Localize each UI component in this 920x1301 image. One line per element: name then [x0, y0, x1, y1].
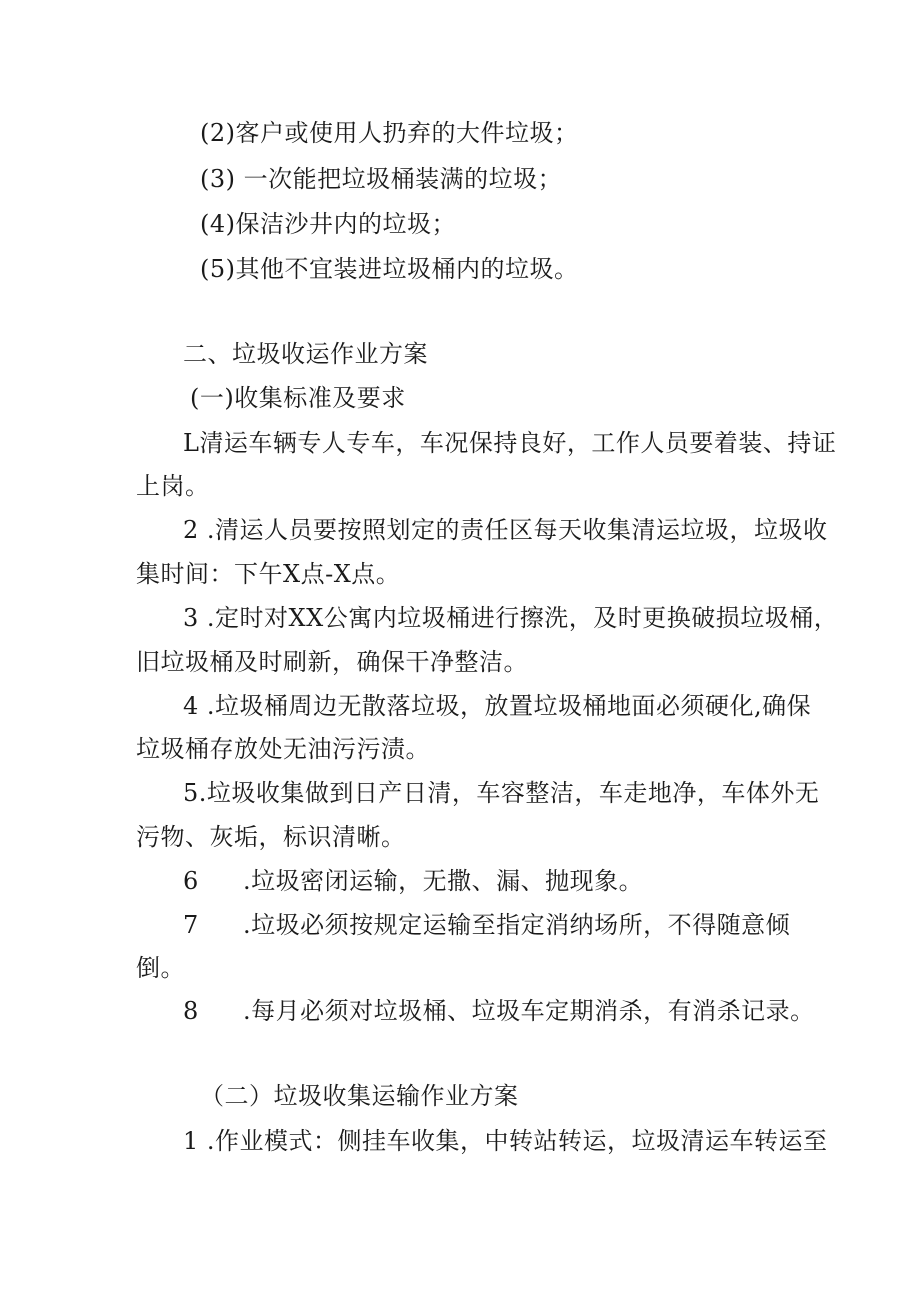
list-item-5: (5)其他不宜装进垃圾桶内的垃圾。	[200, 255, 579, 283]
list-item-3: (3) 一次能把垃圾桶装满的垃圾；	[200, 165, 563, 193]
paragraph-7-line-2: 倒。	[136, 954, 185, 982]
list-item-4: (4)保洁沙井内的垃圾；	[200, 210, 456, 238]
paragraph-7-number: 7	[183, 911, 199, 939]
paragraph-9-line-1: 1 .作业模式：侧挂车收集，中转站转运，垃圾清运车转运至	[183, 1127, 828, 1155]
paragraph-1-line-1: L清运车辆专人专车，车况保持良好，工作人员要着装、持证	[183, 429, 837, 457]
paragraph-2-line-2: 集时间：下午X点-X点。	[136, 560, 401, 588]
paragraph-2-line-1: 2 .清运人员要按照划定的责任区每天收集清运垃圾，垃圾收	[183, 516, 828, 544]
paragraph-3-line-1: 3 .定时对XX公寓内垃圾桶进行擦洗，及时更换破损垃圾桶，	[183, 604, 839, 632]
paragraph-5-line-1: 5.垃圾收集做到日产日清，车容整洁，车走地净，车体外无	[183, 779, 820, 807]
list-item-2: (2)客户或使用人扔弃的大件垃圾；	[200, 119, 579, 147]
paragraph-5-line-2: 污物、灰垢，标识清晰。	[136, 823, 406, 851]
subsection-heading-2: （二）垃圾收集运输作业方案	[200, 1082, 519, 1110]
paragraph-6-number: 6	[183, 867, 199, 895]
paragraph-3-line-2: 旧垃圾桶及时刷新，确保干净整洁。	[136, 648, 528, 676]
paragraph-4-line-1: 4 .垃圾桶周边无散落垃圾，放置垃圾桶地面必须硬化,确保	[183, 692, 812, 720]
section-heading: 二、垃圾收运作业方案	[183, 340, 428, 368]
paragraph-4-line-2: 垃圾桶存放处无油污污渍。	[136, 735, 430, 763]
subsection-heading-1: (一)收集标准及要求	[190, 384, 406, 412]
paragraph-1-line-2: 上岗。	[136, 472, 210, 500]
paragraph-6-text: .垃圾密闭运输，无撒、漏、抛现象。	[243, 867, 644, 895]
paragraph-8-text: .每月必须对垃圾桶、垃圾车定期消杀，有消杀记录。	[243, 997, 815, 1025]
paragraph-7-text: .垃圾必须按规定运输至指定消纳场所，不得随意倾	[243, 911, 791, 939]
paragraph-8-number: 8	[183, 997, 199, 1025]
